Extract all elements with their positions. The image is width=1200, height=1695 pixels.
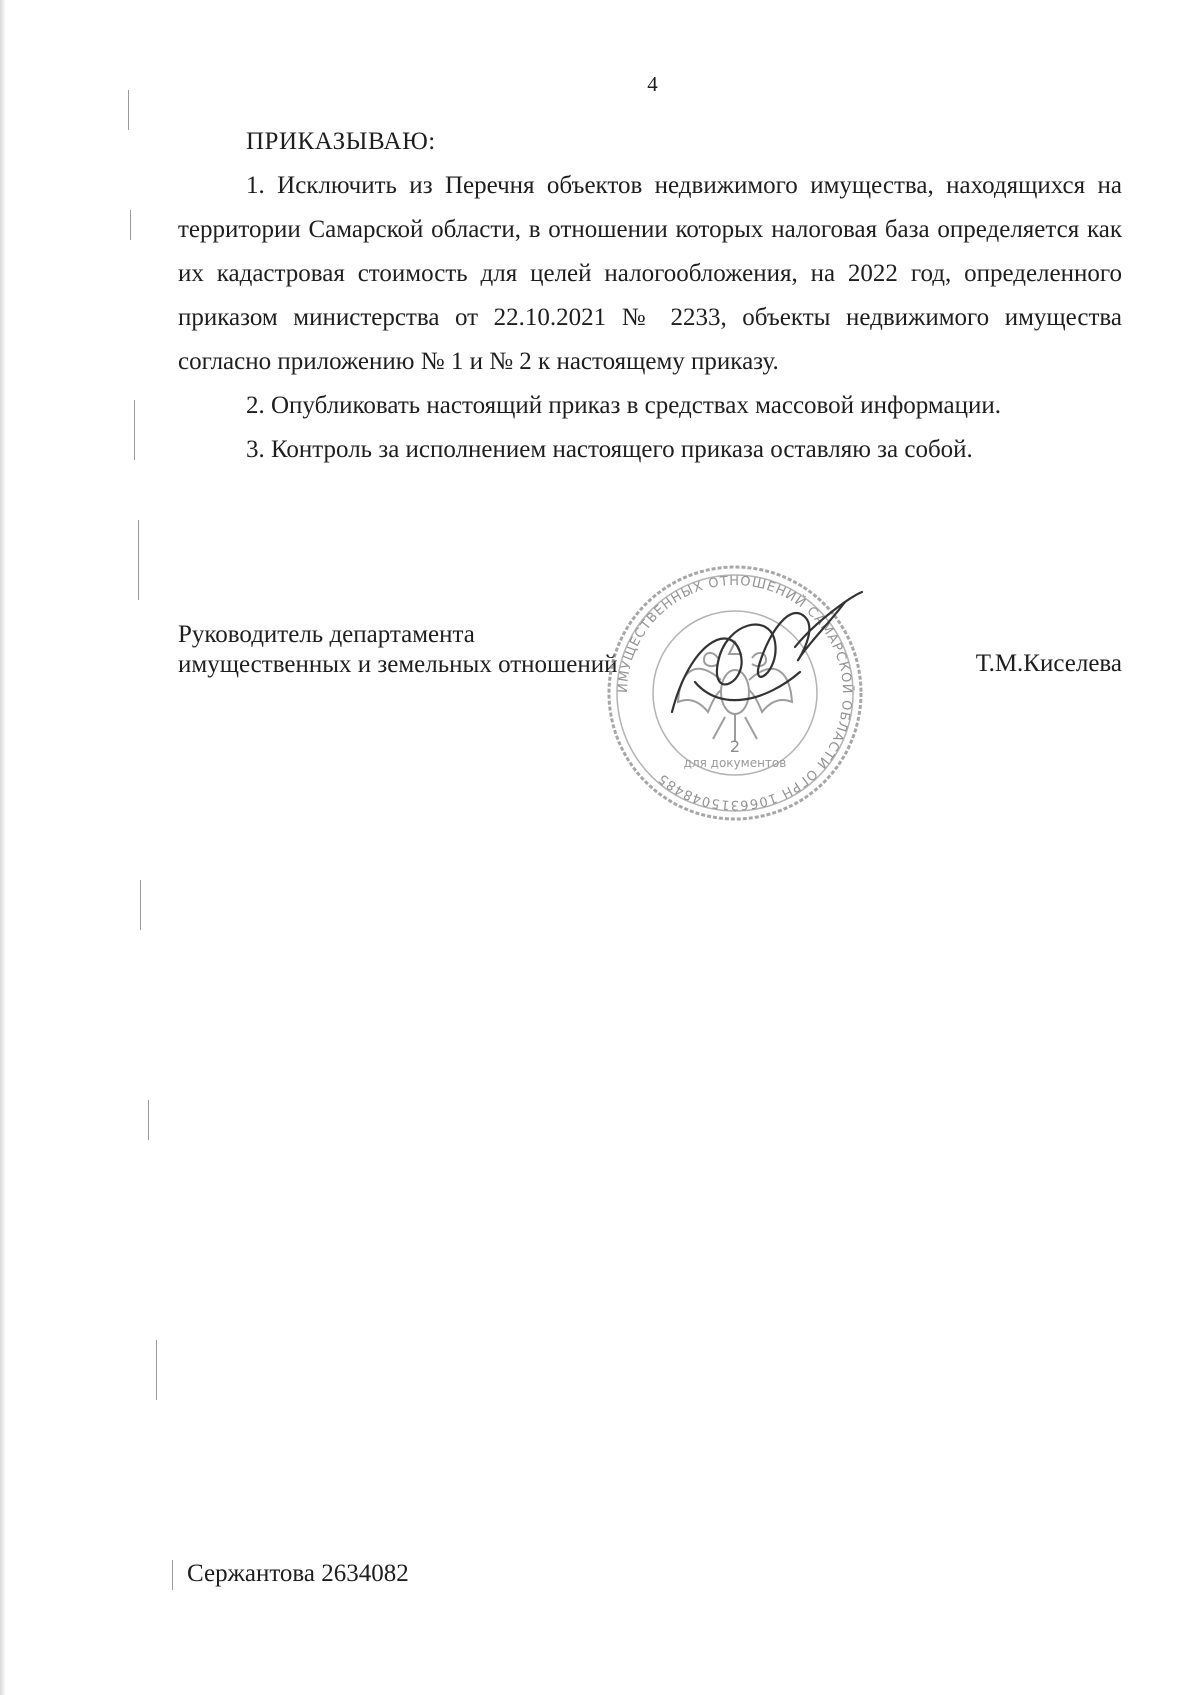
scan-artifact xyxy=(172,1560,173,1590)
scan-artifact xyxy=(134,400,135,460)
scan-artifact xyxy=(156,1340,157,1400)
official-stamp xyxy=(600,562,870,824)
scan-artifact xyxy=(138,520,139,600)
signature-position xyxy=(178,620,618,680)
order-paragraph-1: 1. Исключить из Перечня объектов недвижимого имущества, находящихся на территории Самарской области, в отношении которых налоговая база определяется как их кадастровая стоимость для целей налогообложения, на 2022 год, определенного приказом министерства от 22.10.2021 № 2233, объекты недвижимого имущества согласно приложению № 1 и № 2 к настоящему приказу. xyxy=(178,172,1122,375)
scan-artifact xyxy=(148,1100,149,1140)
stamp-center-text: 2 xyxy=(729,737,741,756)
order-heading: ПРИКАЗЫВАЮ: xyxy=(246,128,436,155)
signatory-name: Т.М.Киселева xyxy=(975,650,1122,677)
scan-artifact xyxy=(140,880,141,930)
order-paragraph-3: 3. Контроль за исполнением настоящего приказа оставляю за собой. xyxy=(246,436,973,463)
signature-position-line-1: Руководитель департамента xyxy=(178,621,475,648)
stamp-outer-text: ИМУЩЕСТВЕННЫХ ОТНОШЕНИЙ САМАРСКОЙ ОБЛАСТИ ОГРН 1066315048485 xyxy=(615,573,855,813)
scan-artifact xyxy=(130,210,131,240)
executor-contact: Сержантова 2634082 xyxy=(187,1560,409,1587)
order-paragraph-2: 2. Опубликовать настоящий приказ в средствах массовой информации. xyxy=(246,392,1002,419)
stamp-inner-text: для документов xyxy=(683,756,787,770)
order-body xyxy=(178,120,1122,472)
scan-left-edge xyxy=(0,0,6,1695)
page-number: 4 xyxy=(647,72,658,96)
signature-position-line-2: имущественных и земельных отношений xyxy=(178,651,618,678)
